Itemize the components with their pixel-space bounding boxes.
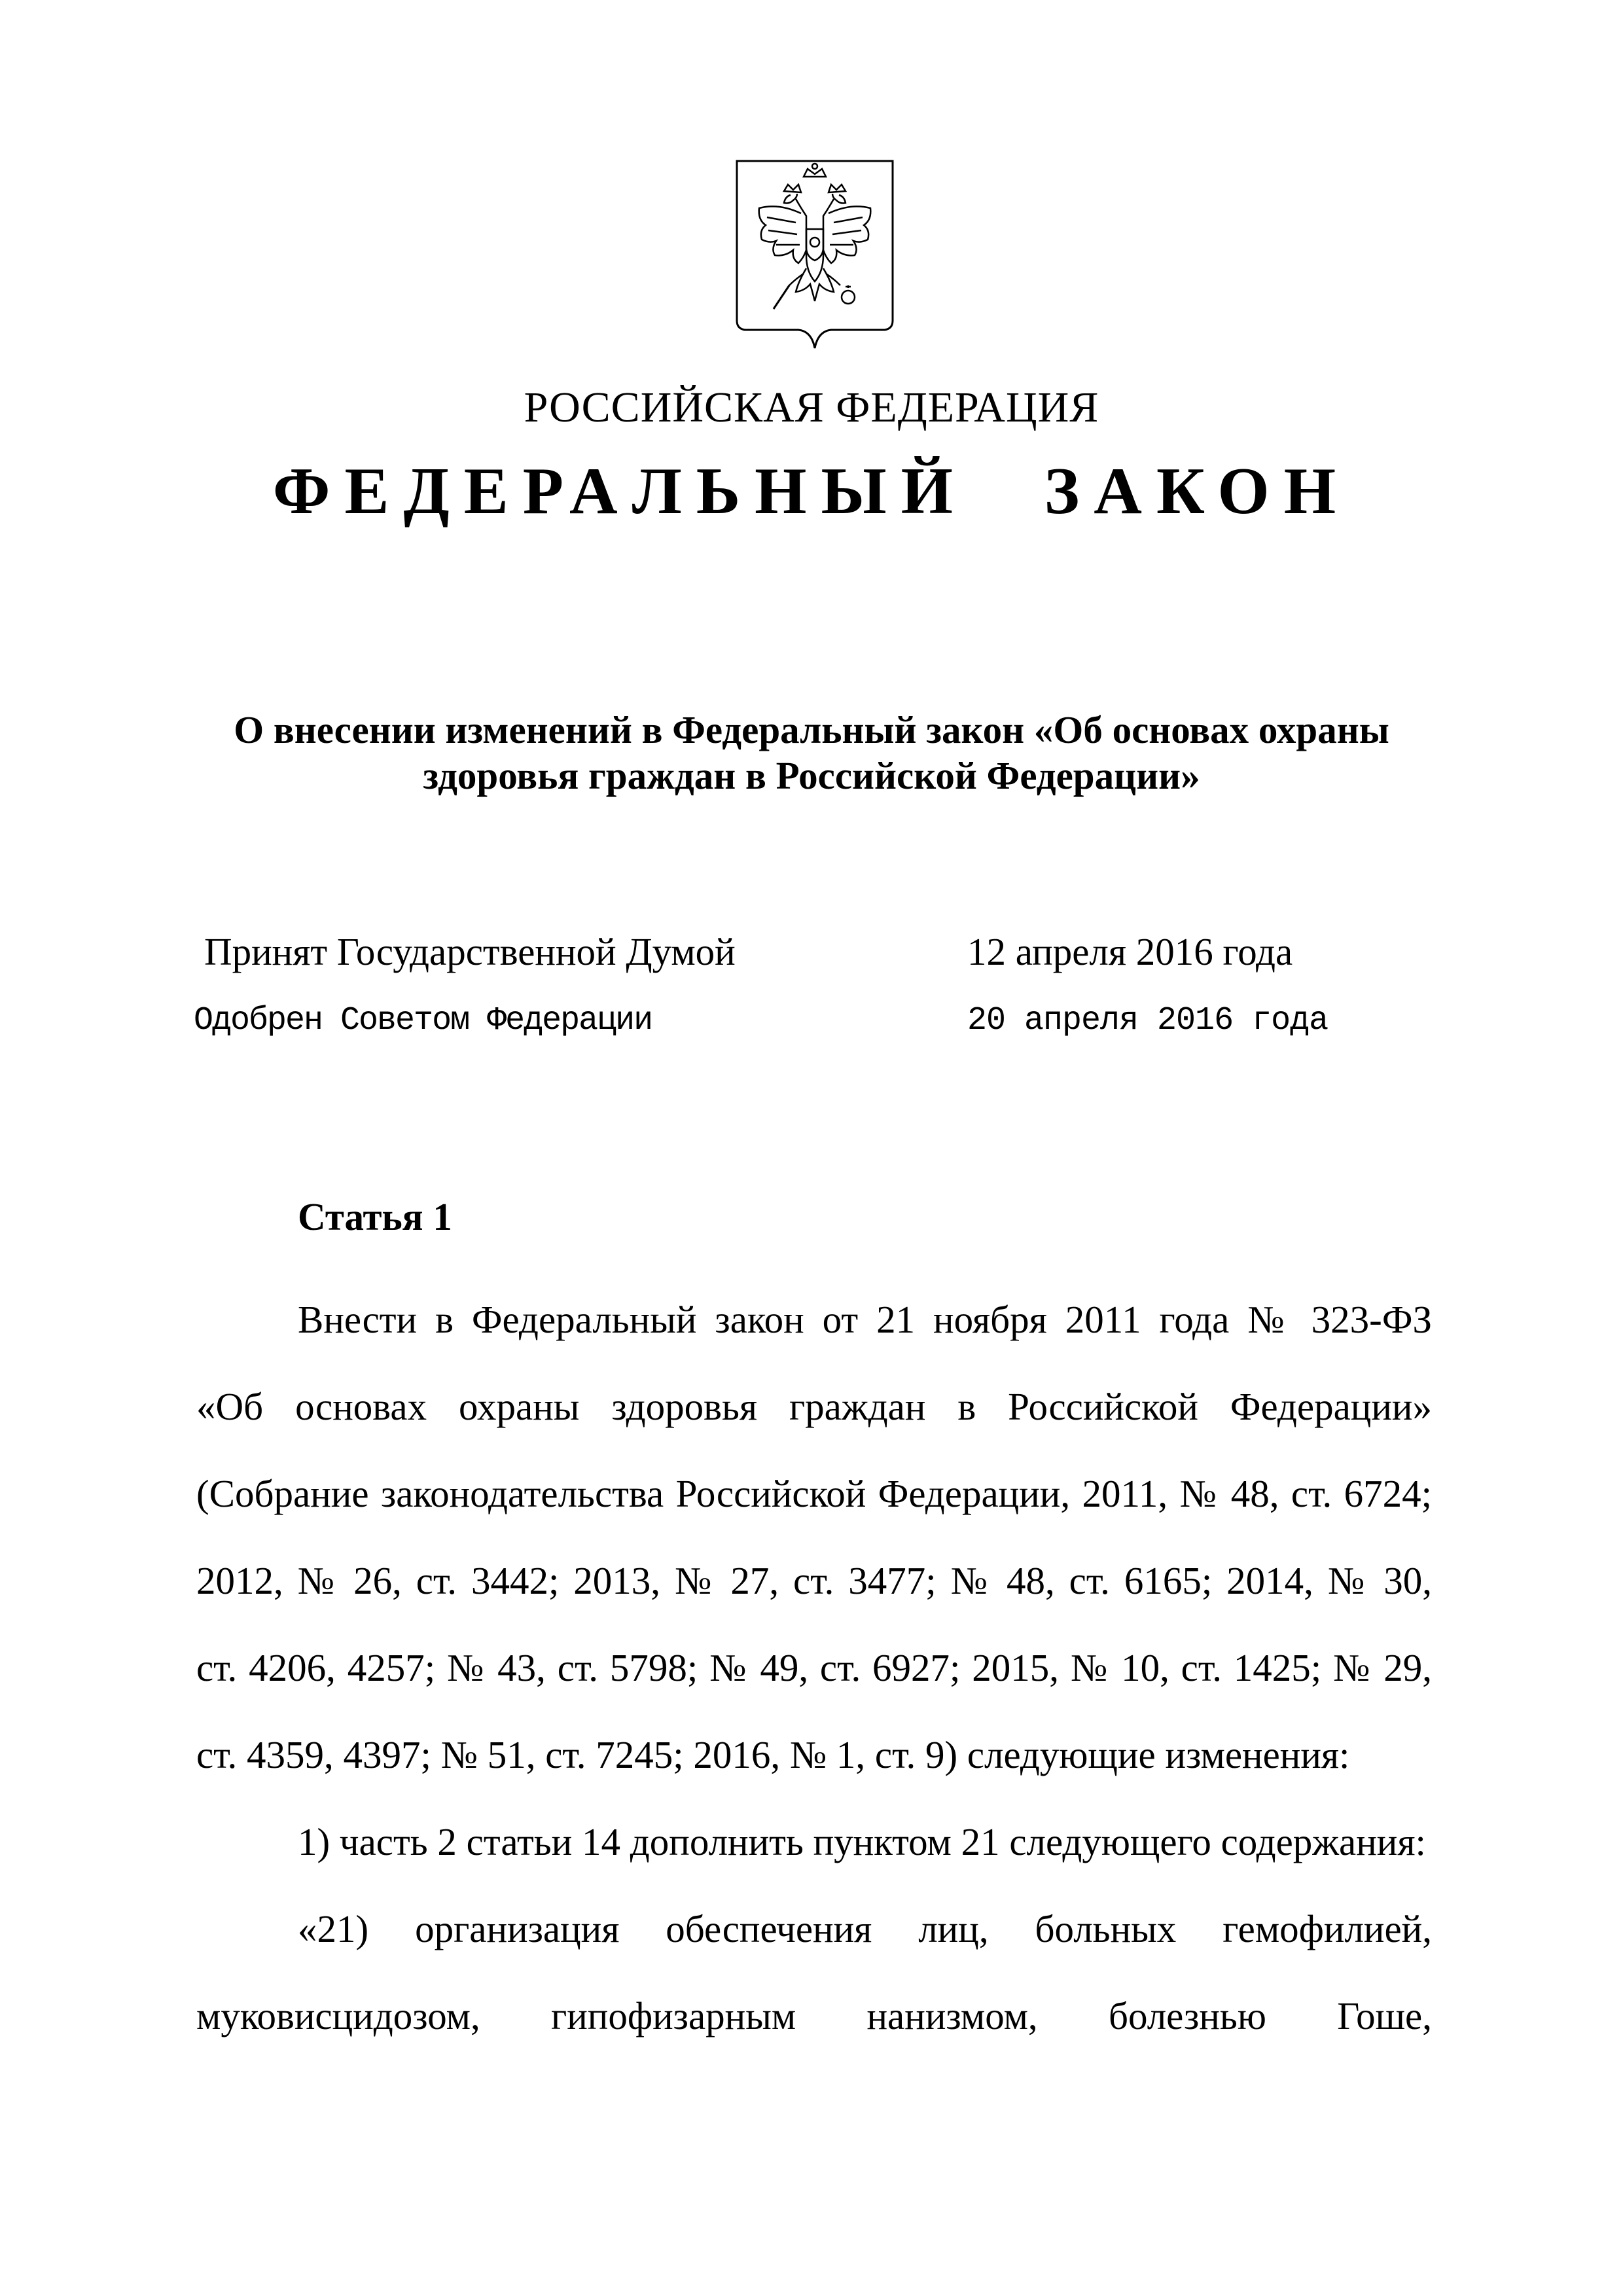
body-line: ст. 4206, 4257; № 43, ст. 5798; № 49, ст. 6927; 2015, № 10, ст. 1425; № 29, bbox=[196, 1646, 1432, 1689]
article-heading: Статья 1 bbox=[298, 1195, 452, 1238]
body-line: 2012, № 26, ст. 3442; 2013, № 27, ст. 3477; № 48, ст. 6165; 2014, № 30, bbox=[196, 1559, 1432, 1602]
quote-line: «21) организация обеспечения лиц, больных гемофилией, bbox=[298, 1907, 1432, 1950]
body-line: Внести в Федеральный закон от 21 ноября 2011 года № 323-ФЗ bbox=[298, 1298, 1432, 1341]
document-type: ФЕДЕРАЛЬНЫЙ ЗАКОН bbox=[272, 454, 1351, 528]
adoption-duma-row bbox=[0, 930, 1623, 985]
duma-label: Принят Государственной Думой bbox=[204, 930, 736, 973]
law-title bbox=[196, 707, 1427, 798]
body-line: (Собрание законодательства Российской Федерации, 2011, № 48, ст. 6724; bbox=[196, 1472, 1432, 1515]
law-title-line: О внесении изменений в Федеральный закон «Об основах охраны bbox=[234, 708, 1389, 751]
council-label: Одобрен Советом Федерации bbox=[194, 1002, 652, 1039]
coat-of-arms-emblem bbox=[733, 157, 897, 350]
body-line: ст. 4359, 4397; № 51, ст. 7245; 2016, № 1, ст. 9) следующие изменения: bbox=[196, 1733, 1350, 1776]
law-title-line: здоровья граждан в Российской Федерации» bbox=[423, 754, 1200, 797]
quote-line: муковисцидозом, гипофизарным нанизмом, болезнью Гоше, bbox=[196, 1994, 1432, 2037]
country-name: РОССИЙСКАЯ ФЕДЕРАЦИЯ bbox=[524, 384, 1099, 431]
body-line: «Об основах охраны здоровья граждан в Российской Федерации» bbox=[196, 1385, 1432, 1428]
item-line: 1) часть 2 статьи 14 дополнить пунктом 21 следующего содержания: bbox=[298, 1820, 1426, 1863]
article-body bbox=[196, 1276, 1432, 2060]
adoption-council-row bbox=[0, 1002, 1623, 1057]
duma-date: 12 апреля 2016 года bbox=[967, 930, 1293, 973]
council-date: 20 апреля 2016 года bbox=[967, 1002, 1329, 1039]
